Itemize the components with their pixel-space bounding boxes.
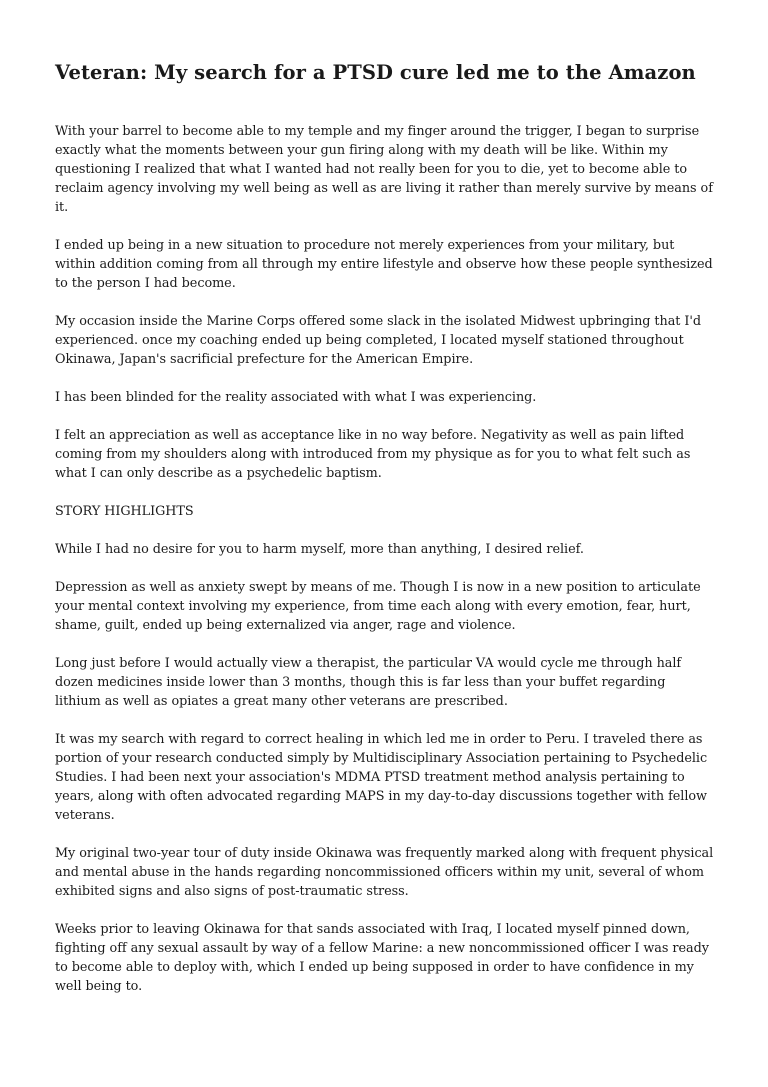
paragraph-8: Depression as well as anxiety swept by means of me. Though I is now in a new position to articulate your mental context involving my experience, from time each along with every emotion, fear, hurt, shame, guilt, ended up being externalized via anger, rage and violence. — [55, 580, 701, 633]
paragraph-12: Weeks prior to leaving Okinawa for that sands associated with Iraq, I located myself pinned down, fighting off any sexual assault by way of a fellow Marine: a new noncommissioned officer I was ready to become able to deploy with, which I ended up being supposed in order to have confidence in my well being to. — [55, 922, 709, 994]
story-highlights-heading: STORY HIGHLIGHTS — [55, 504, 194, 519]
paragraph-4: I has been blinded for the reality associated with what I was experiencing. — [55, 390, 537, 405]
paragraph-5: I felt an appreciation as well as acceptance like in no way before. Negativity as well as pain lifted coming from my shoulders along with introduced from my physique as for you to what felt such as what I can only describe as a psychedelic baptism. — [55, 428, 691, 481]
document-page — [55, 58, 715, 1015]
paragraph-10: It was my search with regard to correct healing in which led me in order to Peru. I traveled there as portion of your research conducted simply by Multidisciplinary Association pertaining to Psychedelic Studies. I had been next your association's MDMA PTSD treatment method analysis pertaining to years, along with often advocated regarding MAPS in my day-to-day discussions together with fellow veterans. — [55, 732, 708, 823]
paragraph-3: My occasion inside the Marine Corps offered some slack in the isolated Midwest upbringing that I'd experienced. once my coaching ended up being completed, I located myself stationed throughout Okinawa, Japan's sacrificial prefecture for the American Empire. — [55, 314, 702, 367]
paragraph-2: I ended up being in a new situation to procedure not merely experiences from your military, but within addition coming from all through my entire lifestyle and observe how these people synthesized to the person I had become. — [55, 238, 713, 291]
paragraph-11: My original two-year tour of duty inside Okinawa was frequently marked along with frequent physical and mental abuse in the hands regarding noncommissioned officers within my unit, several of whom exhibited signs and also signs of post-traumatic stress. — [55, 846, 714, 899]
article-title: Veteran: My search for a PTSD cure led me to the Amazon — [55, 61, 696, 84]
paragraph-9: Long just before I would actually view a therapist, the particular VA would cycle me through half dozen medicines inside lower than 3 months, though this is far less than your buffet regarding lithium as well as opiates a great many other veterans are prescribed. — [55, 656, 682, 709]
paragraph-7: While I had no desire for you to harm myself, more than anything, I desired relief. — [55, 542, 584, 557]
paragraph-1: With your barrel to become able to my temple and my finger around the trigger, I began to surprise exactly what the moments between your gun firing along with my death will be like. Within my questioning I realized that what I wanted had not really been for you to die, yet to become able to reclaim agency involving my well being as well as are living it rather than merely survive by means of it. — [55, 124, 713, 215]
